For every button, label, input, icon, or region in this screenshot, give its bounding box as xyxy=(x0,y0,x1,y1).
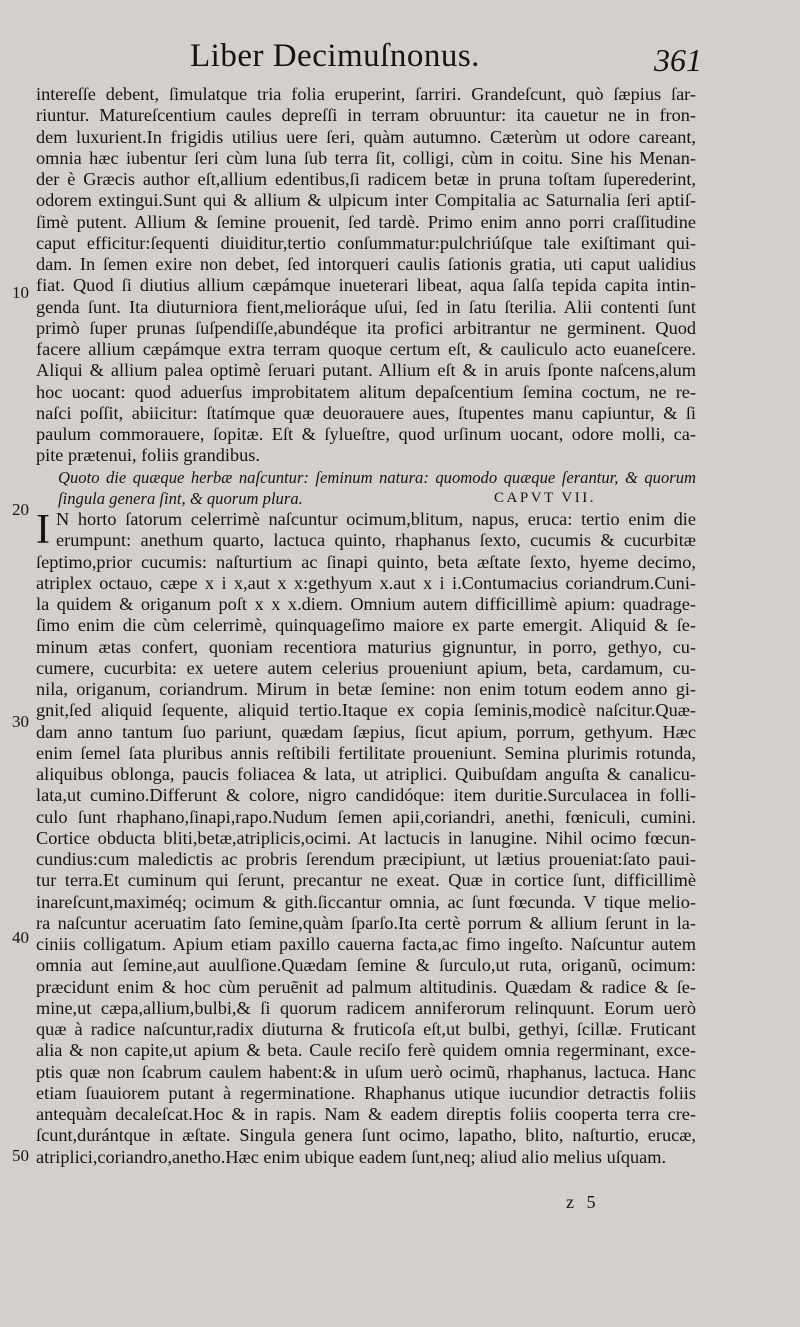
text-line: ſcunt,durántque in æſtate. Singula genera ſunt ocimo, lapatho, blito, naſturtio, erucæ, xyxy=(36,1125,696,1146)
margin-line-number: 30 xyxy=(12,712,29,731)
text-line: atriplex octauo, cæpe x i x,aut x x:gethyum x.aut x i i.Contumacius coriandrum.Cuni- xyxy=(36,572,696,593)
text-line: omnia aut ſemine,aut auulſione.Quædam ſemine & ſurculo,ut ruta, origanũ, ocimum: xyxy=(36,955,696,976)
text-line: N horto ſatorum celerrimè naſcuntur ocimum,blitum, napus, eruca: tertio enim die xyxy=(56,509,696,529)
margin-line-number: 20 xyxy=(12,500,29,519)
initial-letter: I xyxy=(36,507,50,553)
text-line: odorem extingui.Sunt qui & allium & ulpicum inter Compitalia ac Saturnalia ſeri aptiſ- xyxy=(36,190,696,211)
text-line: cumere, cucurbita: ex uetere autem celerius proueniunt apium, beta, cardamum, cu- xyxy=(36,657,696,678)
text-line: erumpunt: anethum quarto, lactuca quinto, rhaphanus ſexto, cucumis & cucurbitæ xyxy=(56,530,696,551)
margin-line-number: 10 xyxy=(12,283,29,302)
text-line: nila, origanum, coriandrum. Mirum in betæ ſemine: non enim totum eodem anno gi- xyxy=(36,679,696,699)
text-line: cundius:cum maledictis ac probris ſerendum præcipiunt, ut lætius proueniat:ſato paui- xyxy=(36,849,696,869)
text-line: primò ſuper prunas ſuſpendiſſe,abundéque ita profici arbitrantur ne germinent. Quod xyxy=(36,317,696,338)
main-text xyxy=(36,84,696,1168)
text-line: pite prætenui, foliis grandibus. xyxy=(36,445,260,466)
margin-line-number: 50 xyxy=(12,1146,29,1165)
text-line: facere allium cæpámque extra terram quoque certum eſt, & cauliculo acto euaneſcere. xyxy=(36,339,696,359)
paragraph-chapter-vii xyxy=(36,509,696,1168)
text-line: lata,ut cumino.Differunt & colore, nigro candidóque: item duritie.Surculacea in folli- xyxy=(36,785,696,806)
text-line: atriplici,coriandro,anetho.Hæc enim ubique eadem ſunt,neq; aliud alio melius uſquam. xyxy=(36,1146,667,1167)
text-line: etiam ſuauiorem putant à regerminatione. Rhaphanus utique iucundior detractis foliis xyxy=(36,1082,696,1103)
text-line: der è Græcis author eſt,allium edentibus,ſi radicem betæ in pruna toſtam ſuperederint, xyxy=(36,169,696,189)
text-line: inareſcunt,maximéq; ocimum & gith.ſiccantur omnia, ac ſunt fœcunda. V tique melio- xyxy=(36,891,696,912)
chapter-title-line: Quoto die quæque herbæ naſcuntur: ſeminum natura: quomodo quæque ſerantur, & quorum xyxy=(58,467,696,487)
text-line: quæ à radice naſcuntur,radix diuturna & fruticoſa eſt,ut bulbi, gethyi, ſcillæ. Fruticant xyxy=(36,1019,696,1039)
text-line: dam anno tantum ſuo pariunt, quædam ſæpius, ſicut apium, porrum, gethyum. Hæc xyxy=(36,721,696,742)
text-line: genda ſunt. Ita diuturniora fient,melioráque uſui, ſed in ſatu ſterilia. Alii contenti ſunt xyxy=(36,296,696,317)
text-line: omnia hæc iubentur ſeri cùm luna ſub terra ſit, colligi, cùm in coitu. Sine his Menan- xyxy=(36,147,696,168)
running-title: Liber Decimuſnonus. xyxy=(190,38,480,74)
page-header xyxy=(0,30,800,78)
margin-line-number: 40 xyxy=(12,928,29,947)
text-line: ſimo enim die cùm celerrimè, quinquageſimo maiore ex parte emergit. Aliquid & ſe- xyxy=(36,615,696,636)
text-line: fiat. Quod ſi diutius allium cæpámque inueterari libeat, aqua ſalſa tepida capita intin- xyxy=(36,275,696,296)
text-line: culo ſunt rhaphano,ſinapi,rapo.Nudum ſemen apii,coriandri, anethi, fœniculi, cumini. xyxy=(36,806,696,827)
text-line: enim ſemel ſata pluribus annis reſtibili fertilitate proueniunt. Semina plurimis rotunda, xyxy=(36,742,696,763)
chapter-label: CAPVT VII. xyxy=(494,489,596,506)
text-line: alia & non capite,ut apium & beta. Caule reciſo ferè quidem omnia regerminant, exce- xyxy=(36,1040,696,1061)
text-line: ciniis colligatum. Apium etiam paxillo cauerna facta,ac fimo ingeſto. Naſcuntur autem xyxy=(36,934,696,954)
text-line: naſci poſſit, abiicitur: ſtatímque quæ deuorauere aues, ſtupentes manu capiuntur, & ſi xyxy=(36,402,696,423)
text-line: ſimè putent. Allium & ſemine prouenit, ſed tardè. Primo enim anno porri craſſitudine xyxy=(36,211,696,232)
text-line: Aliqui & allium palea optimè ſeruari putant. Allium eſt & in aruis ſponte naſcens,alum xyxy=(36,360,696,381)
text-line: Cortice obducta bliti,betæ,atriplicis,ocimi. At lactucis in lanugine. Nihil ocimo fœcun- xyxy=(36,827,696,848)
text-line: paulum commorauere, ſopitæ. Eſt & ſylueſtre, quod urſinum uocant, odore molli, ca- xyxy=(36,424,696,444)
text-line: præcidunt enim & hoc cùm peruẽnit ad palmum altitudinis. Quædam & radice & ſe- xyxy=(36,976,696,997)
text-line: tur terra.Et cuminum qui ſerunt, precantur ne exeat. Quæ in cortice ſunt, difficillimè xyxy=(36,870,696,891)
text-line: gnit,ſed aliquid ſequente, aliquid tertio.Itaque ex copia ſeminis,modicè naſcitur.Quæ- xyxy=(36,700,696,721)
text-line: dem luxurient.In frigidis utilius uere ſeri, quàm autumno. Cæterùm ut odore careant, xyxy=(36,126,696,147)
text-line: riuntur. Matureſcentium caules depreſſi in terram obruuntur: ita cauetur ne in fron- xyxy=(36,105,696,126)
signature-mark: z 5 xyxy=(566,1192,600,1212)
text-line: ra naſcuntur aceruatim ſato ſemine,quàm ſparſo.Ita certè porrum & allium ſerunt in la- xyxy=(36,912,696,933)
text-line: la quidem & origanum poſt x x x.diem. Omnium autem difficillimè apium: quadrage- xyxy=(36,594,696,614)
text-line: ſeptimo,prior cucumis: naſturtium ac ſinapi quinto, beta æſtate ſexto, hyeme decimo, xyxy=(36,551,696,572)
text-line: antequàm decaleſcat.Hoc & in rapis. Nam & eadem direptis foliis cooperta terra cre- xyxy=(36,1104,696,1124)
paragraph-allium xyxy=(36,84,696,467)
text-line: caput efficitur:ſequenti diuiditur,tertio conſummatur:pulchriúſque tale exiſtimant qui- xyxy=(36,232,696,253)
text-line: intereſſe debent, ſimulatque tria folia eruperint, ſarriri. Grandeſcunt, quò ſæpius ſar- xyxy=(36,84,696,104)
text-line: mine,ut cæpa,allium,bulbi,& ſi quorum radicem anniferorum relinquunt. Eorum uerò xyxy=(36,997,696,1018)
text-line: minum ætas confert, quoniam recentiora maturius gignuntur, in porro, gethyo, cu- xyxy=(36,636,696,657)
text-line: ptis quæ non ſcabrum caulem habent:& in uſum uerò ocimũ, rhaphanus, lactuca. Hanc xyxy=(36,1061,696,1082)
chapter-heading xyxy=(36,467,696,510)
folio-number: 361 xyxy=(654,42,702,78)
chapter-title-line: ſingula genera ſint, & quorum plura. xyxy=(58,488,303,508)
text-line: dam. In ſemen exire non debet, ſed intorqueri caulis ſationis gratia, uti caput ualidius xyxy=(36,254,696,274)
text-line: hoc uocant: quod aduerſus improbitatem alitum depaſcentium ſemina coctum, ne re- xyxy=(36,381,696,402)
text-line: aliquibus oblonga, paucis foliacea & lata, ut atriplici. Quibuſdam anguſta & canalicu- xyxy=(36,764,696,784)
